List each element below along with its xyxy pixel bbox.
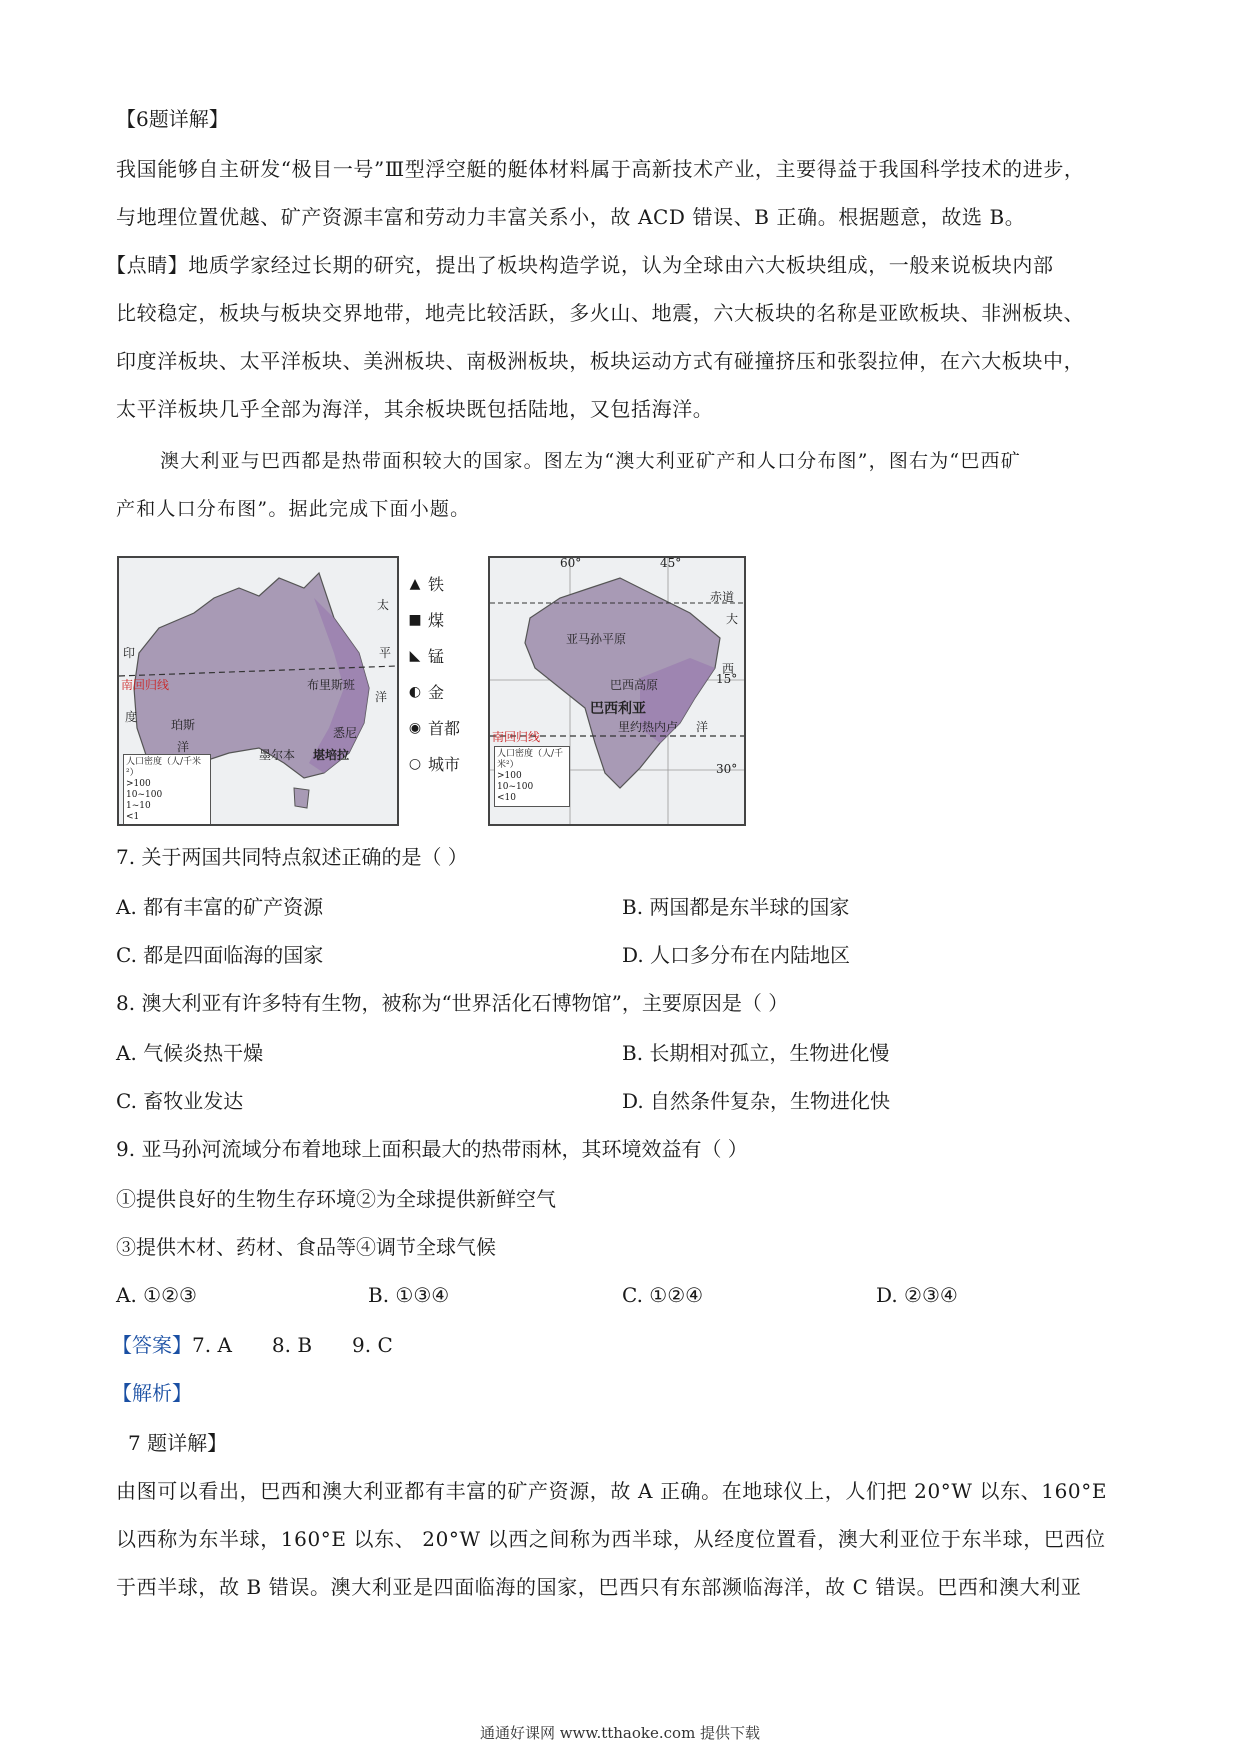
legend-item: 1~10 bbox=[126, 801, 151, 811]
tip-paragraph-line bbox=[106, 250, 1054, 280]
square-icon: ■ bbox=[408, 611, 422, 628]
tip-paragraph-line: 比较稳定，板块与板块交界地带，地壳比较活跃，多火山、地震，六大板块的名称是亚欧板块、非洲板块、 bbox=[116, 301, 1085, 325]
q9-option-a: A. ①②③ bbox=[116, 1283, 197, 1307]
map-label-city: 布里斯班 bbox=[307, 678, 356, 692]
map-label-capital: 堪培拉 bbox=[313, 748, 350, 762]
tip-paragraph-line: 印度洋板块、太平洋板块、美洲板块、南极洲板块，板块运动方式有碰撞挤压和张裂拉伸，在六大板块中， bbox=[116, 349, 1085, 373]
map-label-longitude: 60° bbox=[560, 556, 582, 570]
q9-option-c: C. ①②④ bbox=[622, 1283, 704, 1307]
q9-option-b: B. ①③④ bbox=[368, 1283, 450, 1307]
q9-statement: ③提供木材、药材、食品等④调节全球气候 bbox=[116, 1235, 496, 1259]
q7-option-d: D. 人口多分布在内陆地区 bbox=[622, 943, 851, 967]
q6-title: 【6题详解】 bbox=[116, 107, 229, 131]
q6-paragraph-line: 我国能够自主研发“极目一号”Ⅲ型浮空艇的艇体材料属于高新技术产业，主要得益于我国科学技术的进步， bbox=[116, 157, 1085, 181]
map-label-region: 亚马孙平原 bbox=[566, 632, 627, 646]
tip-paragraph-line: 太平洋板块几乎全部为海洋，其余板块既包括陆地，又包括海洋。 bbox=[116, 397, 714, 421]
map-label-ocean: 洋 bbox=[375, 690, 388, 704]
intro-line: 澳大利亚与巴西都是热带面积较大的国家。图左为“澳大利亚矿产和人口分布图”，图右为“巴西矿 bbox=[160, 450, 1021, 472]
city-icon: ○ bbox=[408, 755, 422, 772]
brazil-map bbox=[488, 556, 746, 826]
legend-row: ◐ 金 bbox=[408, 683, 445, 702]
tip-label: 【点睛】 bbox=[106, 253, 189, 277]
answer-7: 7. A bbox=[192, 1333, 232, 1357]
map-label-capital: 巴西利亚 bbox=[590, 701, 646, 717]
q8-stem: 8. 澳大利亚有许多特有生物，被称为“世界活化石博物馆”，主要原因是（ ） bbox=[116, 991, 789, 1015]
map-label-ocean: 印 bbox=[123, 646, 136, 660]
analysis-label: 【解析】 bbox=[112, 1381, 192, 1405]
map-label-ocean: 大 bbox=[726, 612, 739, 626]
map-label-longitude: 45° bbox=[660, 556, 682, 570]
q7-detail-line: 以西称为东半球，160°E 以东、 20°W 以西之间称为西半球，从经度位置看，澳大利亚位于东半球，巴西位 bbox=[116, 1527, 1106, 1551]
map-label-latitude: 30° bbox=[716, 762, 738, 776]
manganese-icon: ◣ bbox=[409, 647, 421, 664]
map-label-city: 里约热内卢 bbox=[618, 720, 679, 734]
q8-option-b: B. 长期相对孤立，生物进化慢 bbox=[622, 1041, 890, 1065]
answer-line bbox=[112, 1330, 393, 1360]
legend-title: 人口密度（人/千米²） bbox=[126, 757, 202, 778]
q7-stem: 7. 关于两国共同特点叙述正确的是（ ） bbox=[116, 845, 468, 869]
map-label-ocean: 度 bbox=[125, 710, 138, 724]
q8-option-c: C. 畜牧业发达 bbox=[116, 1089, 244, 1113]
q9-option-d: D. ②③④ bbox=[876, 1283, 958, 1307]
q7-option-a: A. 都有丰富的矿产资源 bbox=[116, 895, 324, 919]
map-label-ocean: 平 bbox=[379, 646, 392, 660]
legend-title: 人口密度（人/千米²） bbox=[497, 749, 564, 770]
map-label-latitude: 15° bbox=[716, 672, 738, 686]
map-label-ocean: 西 bbox=[722, 662, 735, 676]
map-label-tropic: 南回归线 bbox=[121, 678, 170, 692]
map-label-ocean: 太 bbox=[377, 598, 390, 612]
map-label-equator: 赤道 bbox=[710, 590, 735, 604]
legend-row: ▲ 铁 bbox=[409, 575, 445, 594]
q9-statement: ①提供良好的生物生存环境②为全球提供新鲜空气 bbox=[116, 1187, 556, 1211]
legend-item: 10~100 bbox=[497, 782, 534, 792]
gold-icon: ◐ bbox=[408, 683, 422, 700]
answer-8: 8. B bbox=[271, 1333, 313, 1357]
australia-map bbox=[117, 556, 399, 826]
q9-stem: 9. 亚马孙河流域分布着地球上面积最大的热带雨林，其环境效益有（ ） bbox=[116, 1137, 748, 1161]
legend-row: ◉ 首都 bbox=[408, 719, 461, 738]
capital-icon: ◉ bbox=[408, 719, 422, 736]
map-label-city: 珀斯 bbox=[171, 718, 196, 732]
australia-density-legend bbox=[123, 754, 211, 826]
page-footer: 通通好课网 www.tthaoke.com 提供下载 bbox=[479, 1724, 761, 1742]
legend-row: ◣ 锰 bbox=[409, 647, 445, 666]
legend-item: 10~100 bbox=[126, 790, 163, 800]
map-label-ocean: 洋 bbox=[177, 740, 190, 754]
brazil-density-legend bbox=[494, 746, 570, 807]
tip-text: 地质学家经过长期的研究，提出了板块构造学说，认为全球由六大板块组成，一般来说板块内部 bbox=[188, 253, 1054, 277]
q8-option-d: D. 自然条件复杂，生物进化快 bbox=[622, 1089, 891, 1113]
q8-option-a: A. 气候炎热干燥 bbox=[116, 1041, 264, 1065]
triangle-icon: ▲ bbox=[409, 575, 421, 592]
map-label-region: 巴西高原 bbox=[610, 678, 659, 692]
q7-detail-title: 7 题详解】 bbox=[128, 1431, 228, 1455]
legend-item: <1 bbox=[126, 812, 140, 822]
answer-label: 【答案】 bbox=[112, 1333, 192, 1357]
q7-detail-line: 于西半球，故 B 错误。澳大利亚是四面临海的国家，巴西只有东部濒临海洋，故 C 错误。巴西和澳大利亚 bbox=[116, 1575, 1082, 1599]
q7-detail-line: 由图可以看出，巴西和澳大利亚都有丰富的矿产资源，故 A 正确。在地球仪上，人们把 20°W 以东、160°E bbox=[116, 1479, 1108, 1503]
legend-row: ■ 煤 bbox=[408, 611, 445, 630]
intro-line: 产和人口分布图”。据此完成下面小题。 bbox=[116, 498, 471, 520]
q7-option-c: C. 都是四面临海的国家 bbox=[116, 943, 324, 967]
legend-item: >100 bbox=[497, 771, 522, 781]
q6-paragraph-line: 与地理位置优越、矿产资源丰富和劳动力丰富关系小，故 ACD 错误、B 正确。根据题意，故选 B。 bbox=[116, 205, 1026, 229]
map-label-tropic: 南回归线 bbox=[492, 730, 541, 744]
map-label-ocean: 洋 bbox=[696, 720, 709, 734]
legend-item: <10 bbox=[497, 793, 516, 803]
map-label-city: 悉尼 bbox=[333, 726, 358, 740]
answer-9: 9. C bbox=[352, 1333, 393, 1357]
map-label-city: 墨尔本 bbox=[259, 748, 296, 762]
q7-option-b: B. 两国都是东半球的国家 bbox=[622, 895, 850, 919]
legend-item: >100 bbox=[126, 779, 151, 789]
legend-row: ○ 城市 bbox=[408, 755, 461, 774]
